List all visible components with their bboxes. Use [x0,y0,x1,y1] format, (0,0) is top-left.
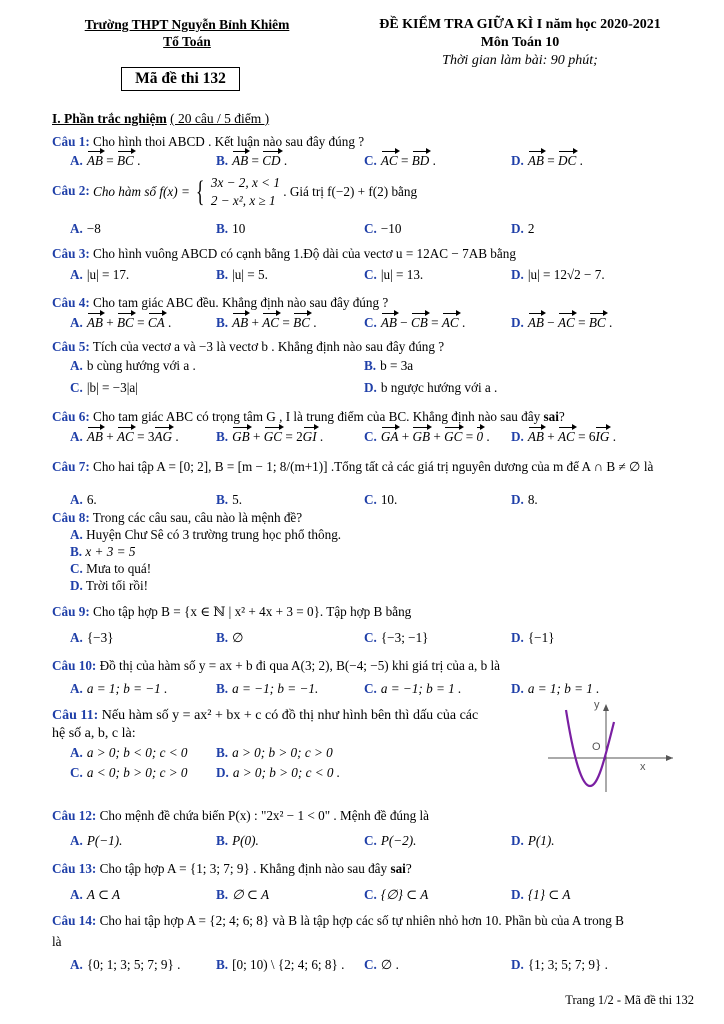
option-b[interactable]: B. 10 [216,221,246,236]
option-a[interactable]: A. −8 [70,221,101,236]
question-text: Cho tam giác ABC có trọng tâm G , I là trung điểm của BC. Khẳng định nào sau đây [93,409,541,424]
option-a[interactable]: A. 6. [70,492,97,507]
option-c[interactable]: C. AB − CB = AC . [364,315,466,330]
parabola-curve [566,710,614,786]
question-3 [52,246,712,262]
question-label: Câu 2: [52,183,90,199]
question-text: Cho mệnh đề chứa biến P(x) : "2x² − 1 < 0" . Mệnh đề đúng là [99,808,430,823]
option-d[interactable]: D. a > 0; b > 0; c < 0 . [216,765,341,780]
subject-name: Môn Toán 10 [480,35,560,50]
question-13-options [70,886,710,903]
question-label: Câu 8: [52,510,90,525]
question-5-options-row1 [70,357,710,374]
option-c[interactable]: C. {−3; −1} [364,630,429,645]
option-c[interactable]: C. AC = BD . [364,153,436,168]
question-7 [52,459,712,475]
question-10-options [70,680,710,697]
option-d[interactable]: D. 2 [511,221,535,236]
question-8 [52,510,712,526]
header-right [330,16,710,70]
option-b[interactable]: B. a > 0; b > 0; c > 0 [216,745,333,760]
option-a[interactable]: A. b cùng hướng với a . [70,358,196,373]
option-c[interactable]: C. a < 0; b > 0; c > 0 [70,765,188,780]
question-3-options [70,266,710,283]
option-c[interactable]: C. Mưa to quá! [70,561,152,576]
question-14-options [70,956,710,973]
question-text: Cho hai tập A = [0; 2], B = [m − 1; 8/(m+1)] .Tổng tất cả các giá trị nguyên dương của m để A ∩ B ≠ ∅ là [93,459,654,474]
option-a[interactable]: A. P(−1). [70,833,123,848]
question-5-options-row2 [70,379,710,396]
question-label: Câu 10: [52,658,97,673]
question-5 [52,339,712,355]
option-d[interactable]: D. AB + AC = 6IG . [511,429,616,444]
question-6: Câu 6: Cho tam giác ABC có trọng tâm G , I là trung điểm của BC. Khẳng định nào sau đây sai? [52,409,565,424]
option-b[interactable]: B. [0; 10) \ {2; 4; 6; 8} . [216,957,345,972]
option-a[interactable]: A. A ⊂ A [70,887,121,902]
question-7-options [70,491,710,508]
question-text: Tích của vectơ a và −3 là vectơ b . Khẳng định nào sau đây đúng ? [92,339,445,354]
question-text: Nếu hàm số y = ax² + bx + c có đồ thị như hình bên thì dấu của các [101,708,479,723]
option-d[interactable]: D. {1; 3; 5; 7; 9} . [511,957,608,972]
option-c[interactable]: C. |b| = −3|a| [70,380,138,395]
option-b[interactable]: B. AB = CD . [216,153,288,168]
question-text: Cho hai tập hợp A = {2; 4; 6; 8} và B là tập hợp các số tự nhiên nhỏ hơn 10. Phần bù của A trong B [99,913,624,928]
question-label: Câu 4: [52,295,90,310]
question-9-options [70,629,710,646]
question-11-options-row1 [70,744,370,761]
question-text: Cho hình vuông ABCD có cạnh bằng 1.Độ dài của vectơ u = 12AC − 7AB bằng [93,246,516,261]
option-a[interactable]: A. AB + BC = CA . [70,315,172,330]
question-text: Cho tập hợp B = {x ∈ ℕ | x² + 4x + 3 = 0}. Tập hợp B bằng [93,604,412,619]
question-6-options [70,428,710,445]
page-footer: Trang 1/2 - Mã đề thi 132 [565,993,694,1007]
option-a[interactable]: A. AB = BC . [70,153,141,168]
question-1-options [70,152,710,169]
option-a[interactable]: A. AB + AC = 3AG . [70,429,179,444]
option-b[interactable]: B. GB + GC = 2GI . [216,429,324,444]
option-b[interactable]: B. b = 3a [364,358,414,373]
option-b[interactable]: B. x + 3 = 5 [70,544,136,559]
question-2-options [70,220,710,237]
option-a[interactable]: A. Huyện Chư Sê có 3 trường trung học phổ thông. [70,527,342,542]
question-2: Câu 2: Cho hàm số f(x) = { 3x − 2, x < 1 2 − x², x ≥ 1 . Giá trị f(−2) + f(2) bằng [52,175,418,208]
x-axis-arrow [666,755,673,761]
question-label: Câu 5: [52,339,90,354]
question-text: Trong các câu sau, câu nào là mệnh đề? [92,510,303,525]
option-c[interactable]: C. {∅} ⊂ A [364,887,429,902]
question-4-options [70,314,710,331]
question-text: Cho hình thoi ABCD . Kết luận nào sau đây đúng ? [93,134,365,149]
option-b[interactable]: B. |u| = 5. [216,267,268,282]
question-label: Câu 9: [52,604,90,619]
question-11-options-row2 [70,764,390,781]
option-d[interactable]: D. {−1} [511,630,555,645]
origin-label: O [592,741,601,753]
question-label: Câu 7: [52,459,90,474]
parabola-graph [548,700,678,792]
question-14-line2: là [52,934,62,949]
section-title: I. Phần trắc nghiệm [52,111,167,126]
y-axis-label: y [594,700,600,711]
question-text: Cho tập hợp A = {1; 3; 7; 9} . Khẳng định nào sau đây [99,861,388,876]
exam-code-box: Mã đề thi 132 [121,67,240,91]
option-a[interactable]: A. |u| = 17. [70,267,130,282]
question-label: Câu 12: [52,808,97,823]
school-name: Trường THPT Nguyễn Bỉnh Khiêm [84,17,290,32]
question-10 [52,658,712,674]
question-12 [52,808,712,824]
question-label: Câu 1: [52,134,90,149]
option-c[interactable]: C. GA + GB + GC = 0 . [364,429,490,444]
department-name: Tổ Toán [163,34,211,49]
option-a[interactable]: A. {−3} [70,630,114,645]
option-b[interactable]: B. P(0). [216,833,259,848]
option-b[interactable]: B. a = −1; b = −1. [216,681,319,696]
option-d[interactable]: D. AB − AC = BC . [511,315,613,330]
question-label: Câu 3: [52,246,90,261]
exam-title: ĐỀ KIỂM TRA GIỮA KÌ I năm học 2020-2021 [379,17,661,32]
y-axis-arrow [603,704,609,711]
option-d[interactable]: D. AB = DC . [511,153,583,168]
question-11-line2: hệ số a, b, c là: [52,726,136,741]
option-b[interactable]: B. AB + AC = BC . [216,315,317,330]
option-d[interactable]: D. |u| = 12√2 − 7. [511,267,605,282]
option-c[interactable]: C. P(−2). [364,833,417,848]
option-a[interactable]: A. a = 1; b = −1 . [70,681,168,696]
question-label: Câu 6: [52,409,90,424]
option-d[interactable]: D. b ngược hướng với a . [364,380,498,395]
question-12-options [70,832,710,849]
option-c[interactable]: C. −10 [364,221,402,236]
question-4 [52,295,712,311]
question-label: Câu 14: [52,913,97,928]
header-left [52,16,322,50]
option-c[interactable]: C. ∅ . [364,957,399,972]
option-b[interactable]: B. ∅ ⊂ A [216,887,270,902]
question-label: Câu 11: [52,708,99,723]
question-text: Đồ thị của hàm số y = ax + b đi qua A(3; 2), B(−4; −5) khi giá trị của a, b là [99,658,501,673]
question-text: Cho tam giác ABC đều. Khẳng định nào sau đây đúng ? [93,295,389,310]
section-heading [52,111,269,127]
x-axis-label: x [640,761,646,773]
question-14 [52,913,712,929]
question-1 [52,134,712,150]
question-13: Câu 13: Cho tập hợp A = {1; 3; 7; 9} . Khẳng định nào sau đây sai? [52,861,412,876]
option-a[interactable]: A. {0; 1; 3; 5; 7; 9} . [70,957,181,972]
question-9 [52,604,712,620]
option-a[interactable]: A. a > 0; b < 0; c < 0 [70,745,188,760]
question-label: Câu 13: [52,861,97,876]
option-c[interactable]: C. |u| = 13. [364,267,424,282]
option-d[interactable]: D. {1} ⊂ A [511,887,571,902]
option-b[interactable]: B. ∅ [216,630,244,645]
option-d[interactable]: D. 8. [511,492,538,507]
option-d[interactable]: D. P(1). [511,833,555,848]
exam-duration: Thời gian làm bài: 90 phút; [442,53,598,68]
option-d[interactable]: D. Trời tối rồi! [70,578,149,593]
option-c[interactable]: C. a = −1; b = 1 . [364,681,462,696]
option-c[interactable]: C. 10. [364,492,398,507]
option-b[interactable]: B. 5. [216,492,242,507]
section-subtitle: ( 20 câu / 5 điểm ) [170,111,270,126]
option-d[interactable]: D. a = 1; b = 1 . [511,681,600,696]
